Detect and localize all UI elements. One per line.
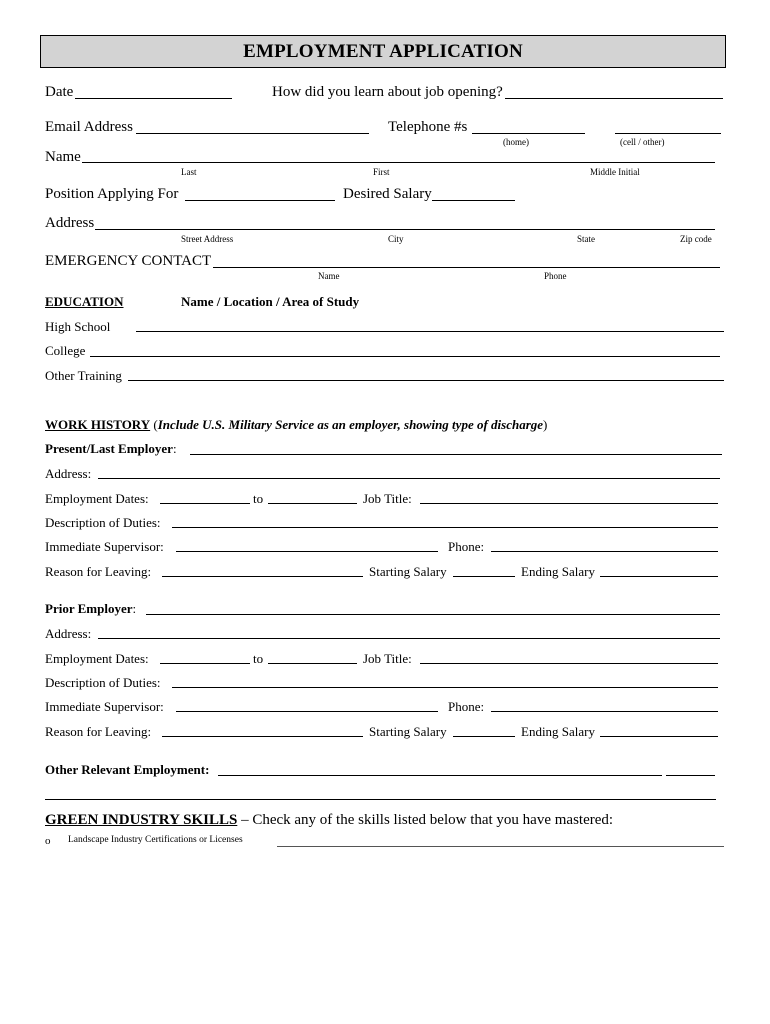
green-skills-heading: GREEN INDUSTRY SKILLS — [45, 812, 238, 828]
telephone-home-field[interactable] — [472, 133, 585, 134]
present-reason-label: Reason for Leaving: — [45, 564, 152, 579]
college-field[interactable] — [90, 356, 720, 357]
learn-field[interactable] — [505, 98, 723, 99]
prior-ending-salary-field[interactable] — [600, 736, 718, 737]
salary-field[interactable] — [432, 200, 515, 201]
prior-supervisor-field[interactable] — [176, 711, 438, 712]
present-phone-label: Phone: — [448, 539, 485, 554]
present-job-title-label: Job Title: — [363, 491, 412, 506]
address-label: Address — [45, 215, 95, 231]
name-field[interactable] — [82, 162, 715, 163]
home-caption: (home) — [503, 137, 529, 147]
other-relevant-label: Other Relevant Employment: — [45, 762, 210, 777]
telephone-label: Telephone #s — [388, 119, 468, 135]
emergency-field[interactable] — [213, 267, 720, 268]
zip-caption: Zip code — [680, 234, 712, 244]
street-caption: Street Address — [181, 234, 234, 244]
email-label: Email Address — [45, 119, 133, 135]
green-skills-intro: – Check any of the skills listed below that you have mastered: — [237, 812, 614, 828]
prior-address-label: Address: — [45, 626, 92, 641]
college-label: College — [45, 343, 86, 358]
work-history-note-close: ) — [543, 417, 548, 432]
prior-employer-field[interactable] — [146, 614, 720, 615]
emergency-label: EMERGENCY CONTACT — [45, 253, 212, 269]
present-supervisor-field[interactable] — [176, 551, 438, 552]
high-school-field[interactable] — [136, 331, 724, 332]
present-starting-salary-field[interactable] — [453, 576, 515, 577]
salary-label: Desired Salary — [343, 186, 432, 202]
prior-employer-label: Prior Employer — [45, 601, 133, 616]
education-heading: EDUCATION — [45, 294, 124, 309]
present-address-field[interactable] — [98, 478, 720, 479]
state-caption: State — [577, 234, 595, 244]
prior-starting-salary-field[interactable] — [453, 736, 515, 737]
learn-label: How did you learn about job opening? — [272, 84, 503, 100]
present-employer-label-row — [45, 442, 177, 455]
present-employer-field[interactable] — [190, 454, 722, 455]
education-subheading: Name / Location / Area of Study — [181, 294, 360, 309]
present-employer-label: Present/Last Employer — [45, 441, 173, 456]
prior-date-to-field[interactable] — [268, 663, 357, 664]
present-job-title-field[interactable] — [420, 503, 718, 504]
present-reason-field[interactable] — [162, 576, 363, 577]
prior-reason-label: Reason for Leaving: — [45, 724, 152, 739]
prior-date-from-field[interactable] — [160, 663, 250, 664]
date-label: Date — [45, 84, 74, 100]
prior-duties-label: Description of Duties: — [45, 675, 161, 690]
name-label: Name — [45, 149, 81, 165]
other-relevant-field-2[interactable] — [45, 799, 716, 800]
position-label: Position Applying For — [45, 186, 179, 202]
work-history-note-open: ( — [153, 417, 158, 432]
page-title: EMPLOYMENT APPLICATION — [243, 40, 523, 62]
prior-employer-colon: : — [132, 601, 137, 616]
work-history-heading-row — [45, 418, 547, 431]
present-employer-colon: : — [172, 441, 177, 456]
prior-reason-field[interactable] — [162, 736, 363, 737]
prior-duties-field[interactable] — [172, 687, 718, 688]
certifications-field[interactable] — [277, 846, 724, 847]
prior-ending-salary-label: Ending Salary — [521, 724, 596, 739]
middle-caption: Middle Initial — [590, 167, 640, 177]
present-date-from-field[interactable] — [160, 503, 250, 504]
prior-phone-label: Phone: — [448, 699, 485, 714]
high-school-label: High School — [45, 319, 111, 334]
present-supervisor-label: Immediate Supervisor: — [45, 539, 164, 554]
date-field[interactable] — [75, 98, 232, 99]
prior-supervisor-label: Immediate Supervisor: — [45, 699, 164, 714]
present-date-to-field[interactable] — [268, 503, 357, 504]
last-caption: Last — [181, 167, 197, 177]
position-field[interactable] — [185, 200, 335, 201]
work-history-heading: WORK HISTORY — [45, 417, 151, 432]
prior-address-field[interactable] — [98, 638, 720, 639]
prior-to-label: to — [253, 651, 264, 666]
prior-employer-label-row — [45, 602, 136, 615]
other-training-label: Other Training — [45, 368, 122, 383]
present-duties-label: Description of Duties: — [45, 515, 161, 530]
prior-job-title-field[interactable] — [420, 663, 718, 664]
present-duties-field[interactable] — [172, 527, 718, 528]
present-dates-label: Employment Dates: — [45, 491, 149, 506]
emergency-phone-caption: Phone — [544, 271, 567, 281]
prior-dates-label: Employment Dates: — [45, 651, 149, 666]
green-skills-heading-row — [45, 813, 613, 828]
city-caption: City — [388, 234, 404, 244]
prior-job-title-label: Job Title: — [363, 651, 412, 666]
skill-item-certifications: Landscape Industry Certifications or Licenses — [68, 835, 243, 845]
first-caption: First — [373, 167, 390, 177]
present-ending-salary-label: Ending Salary — [521, 564, 596, 579]
checkbox-bullet[interactable]: o — [45, 835, 51, 847]
other-training-field[interactable] — [128, 380, 724, 381]
cell-caption: (cell / other) — [620, 137, 665, 147]
address-field[interactable] — [95, 229, 715, 230]
present-starting-salary-label: Starting Salary — [369, 564, 447, 579]
present-ending-salary-field[interactable] — [600, 576, 718, 577]
prior-starting-salary-label: Starting Salary — [369, 724, 447, 739]
work-history-note: Include U.S. Military Service as an employer, showing type of discharge — [157, 417, 544, 432]
telephone-cell-field[interactable] — [615, 133, 721, 134]
emergency-name-caption: Name — [318, 271, 340, 281]
title-bar — [40, 35, 726, 68]
present-phone-field[interactable] — [491, 551, 718, 552]
email-field[interactable] — [136, 133, 369, 134]
other-relevant-field[interactable] — [218, 775, 662, 776]
prior-phone-field[interactable] — [491, 711, 718, 712]
present-to-label: to — [253, 491, 264, 506]
present-address-label: Address: — [45, 466, 92, 481]
other-relevant-field-end[interactable] — [666, 775, 715, 776]
